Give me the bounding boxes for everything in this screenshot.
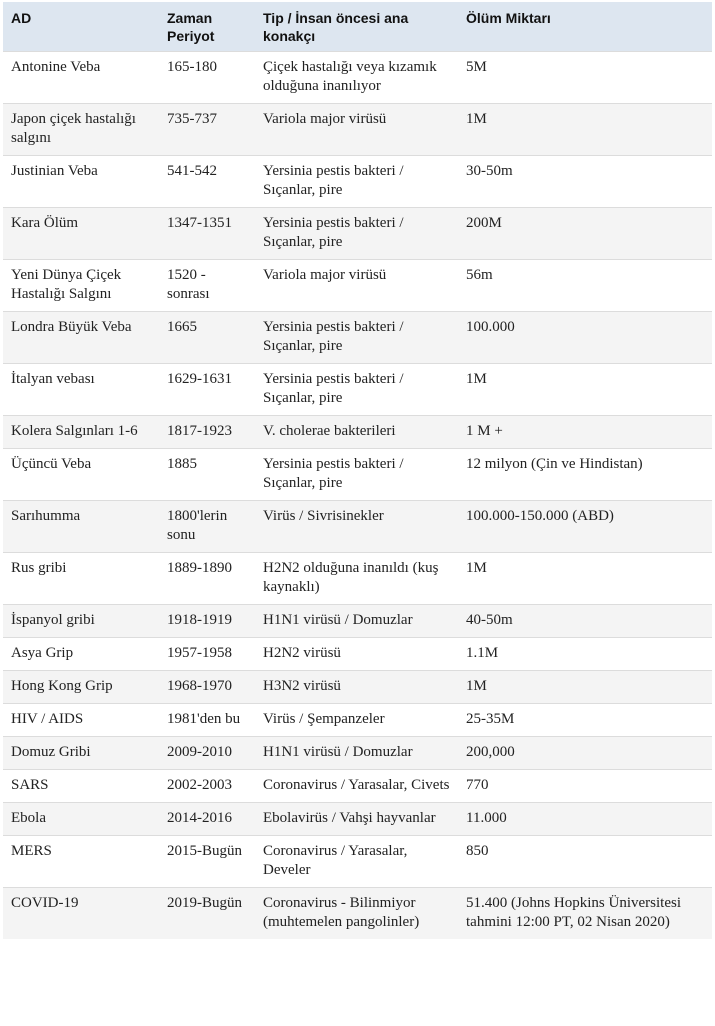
cell-deaths: 770 <box>458 770 712 803</box>
table-row <box>3 501 712 553</box>
table-row <box>3 312 712 364</box>
header-period: Zaman Periyot <box>159 2 255 52</box>
cell-name: Kara Ölüm <box>3 208 159 260</box>
table-row <box>3 449 712 501</box>
cell-type: H1N1 virüsü / Domuzlar <box>255 737 458 770</box>
cell-deaths: 100.000-150.000 (ABD) <box>458 501 712 553</box>
table-row <box>3 737 712 770</box>
cell-type: H1N1 virüsü / Domuzlar <box>255 605 458 638</box>
table-header-row <box>3 2 712 52</box>
cell-type: Yersinia pestis bakteri / Sıçanlar, pire <box>255 449 458 501</box>
cell-type: Coronavirus - Bilinmiyor (muhtemelen pangolinler) <box>255 888 458 940</box>
table-row <box>3 605 712 638</box>
cell-period: 2019-Bugün <box>159 888 255 940</box>
cell-name: Londra Büyük Veba <box>3 312 159 364</box>
cell-period: 1520 - sonrası <box>159 260 255 312</box>
cell-period: 165-180 <box>159 52 255 104</box>
cell-type: Yersinia pestis bakteri / Sıçanlar, pire <box>255 364 458 416</box>
cell-deaths: 1M <box>458 104 712 156</box>
cell-type: Coronavirus / Yarasalar, Civets <box>255 770 458 803</box>
cell-type: H2N2 olduğuna inanıldı (kuş kaynaklı) <box>255 553 458 605</box>
cell-name: Asya Grip <box>3 638 159 671</box>
header-type: Tip / İnsan öncesi ana konakçı <box>255 2 458 52</box>
cell-deaths: 100.000 <box>458 312 712 364</box>
cell-name: Antonine Veba <box>3 52 159 104</box>
cell-period: 1665 <box>159 312 255 364</box>
cell-deaths: 200M <box>458 208 712 260</box>
table-row <box>3 836 712 888</box>
cell-type: Ebolavirüs / Vahşi hayvanlar <box>255 803 458 836</box>
cell-type: Yersinia pestis bakteri / Sıçanlar, pire <box>255 156 458 208</box>
cell-name: Kolera Salgınları 1-6 <box>3 416 159 449</box>
table-row <box>3 208 712 260</box>
cell-period: 1800'lerin sonu <box>159 501 255 553</box>
cell-type: Coronavirus / Yarasalar, Develer <box>255 836 458 888</box>
table-row <box>3 156 712 208</box>
cell-deaths: 1 M + <box>458 416 712 449</box>
cell-period: 1817-1923 <box>159 416 255 449</box>
cell-type: Yersinia pestis bakteri / Sıçanlar, pire <box>255 208 458 260</box>
cell-period: 2015-Bugün <box>159 836 255 888</box>
table-row <box>3 704 712 737</box>
cell-type: Yersinia pestis bakteri / Sıçanlar, pire <box>255 312 458 364</box>
cell-type: H3N2 virüsü <box>255 671 458 704</box>
cell-period: 1957-1958 <box>159 638 255 671</box>
cell-name: Justinian Veba <box>3 156 159 208</box>
table-row <box>3 553 712 605</box>
cell-type: Variola major virüsü <box>255 260 458 312</box>
cell-type: Virüs / Sivrisinekler <box>255 501 458 553</box>
cell-deaths: 56m <box>458 260 712 312</box>
table-row <box>3 364 712 416</box>
cell-deaths: 1M <box>458 671 712 704</box>
cell-period: 1629-1631 <box>159 364 255 416</box>
table-row <box>3 416 712 449</box>
cell-type: Variola major virüsü <box>255 104 458 156</box>
cell-name: HIV / AIDS <box>3 704 159 737</box>
table-row <box>3 803 712 836</box>
cell-period: 2002-2003 <box>159 770 255 803</box>
cell-deaths: 11.000 <box>458 803 712 836</box>
table-row <box>3 104 712 156</box>
cell-name: MERS <box>3 836 159 888</box>
cell-name: Sarıhumma <box>3 501 159 553</box>
table-row <box>3 638 712 671</box>
cell-type: Virüs / Şempanzeler <box>255 704 458 737</box>
cell-name: Japon çiçek hastalığı salgını <box>3 104 159 156</box>
table-row <box>3 260 712 312</box>
cell-period: 1981'den bu <box>159 704 255 737</box>
pandemic-table <box>3 2 712 939</box>
cell-deaths: 5M <box>458 52 712 104</box>
table-row <box>3 52 712 104</box>
cell-period: 2009-2010 <box>159 737 255 770</box>
cell-name: COVID-19 <box>3 888 159 940</box>
cell-period: 1918-1919 <box>159 605 255 638</box>
cell-deaths: 30-50m <box>458 156 712 208</box>
cell-type: V. cholerae bakterileri <box>255 416 458 449</box>
cell-name: Hong Kong Grip <box>3 671 159 704</box>
cell-name: Domuz Gribi <box>3 737 159 770</box>
cell-period: 1885 <box>159 449 255 501</box>
cell-period: 2014-2016 <box>159 803 255 836</box>
cell-name: İtalyan vebası <box>3 364 159 416</box>
table-row <box>3 671 712 704</box>
cell-name: İspanyol gribi <box>3 605 159 638</box>
cell-deaths: 25-35M <box>458 704 712 737</box>
cell-name: Rus gribi <box>3 553 159 605</box>
cell-period: 735-737 <box>159 104 255 156</box>
cell-name: SARS <box>3 770 159 803</box>
cell-deaths: 850 <box>458 836 712 888</box>
cell-deaths: 1.1M <box>458 638 712 671</box>
table-row <box>3 770 712 803</box>
table-body <box>3 52 712 940</box>
cell-name: Yeni Dünya Çiçek Hastalığı Salgını <box>3 260 159 312</box>
cell-deaths: 200,000 <box>458 737 712 770</box>
header-deaths: Ölüm Miktarı <box>458 2 712 52</box>
table-row <box>3 888 712 940</box>
cell-period: 1968-1970 <box>159 671 255 704</box>
cell-deaths: 12 milyon (Çin ve Hindistan) <box>458 449 712 501</box>
cell-deaths: 51.400 (Johns Hopkins Üniversitesi tahmini 12:00 PT, 02 Nisan 2020) <box>458 888 712 940</box>
cell-name: Ebola <box>3 803 159 836</box>
cell-name: Üçüncü Veba <box>3 449 159 501</box>
cell-period: 1347-1351 <box>159 208 255 260</box>
header-name: AD <box>3 2 159 52</box>
cell-deaths: 1M <box>458 364 712 416</box>
cell-deaths: 40-50m <box>458 605 712 638</box>
cell-period: 541-542 <box>159 156 255 208</box>
cell-deaths: 1M <box>458 553 712 605</box>
cell-period: 1889-1890 <box>159 553 255 605</box>
cell-type: Çiçek hastalığı veya kızamık olduğuna inanılıyor <box>255 52 458 104</box>
cell-type: H2N2 virüsü <box>255 638 458 671</box>
